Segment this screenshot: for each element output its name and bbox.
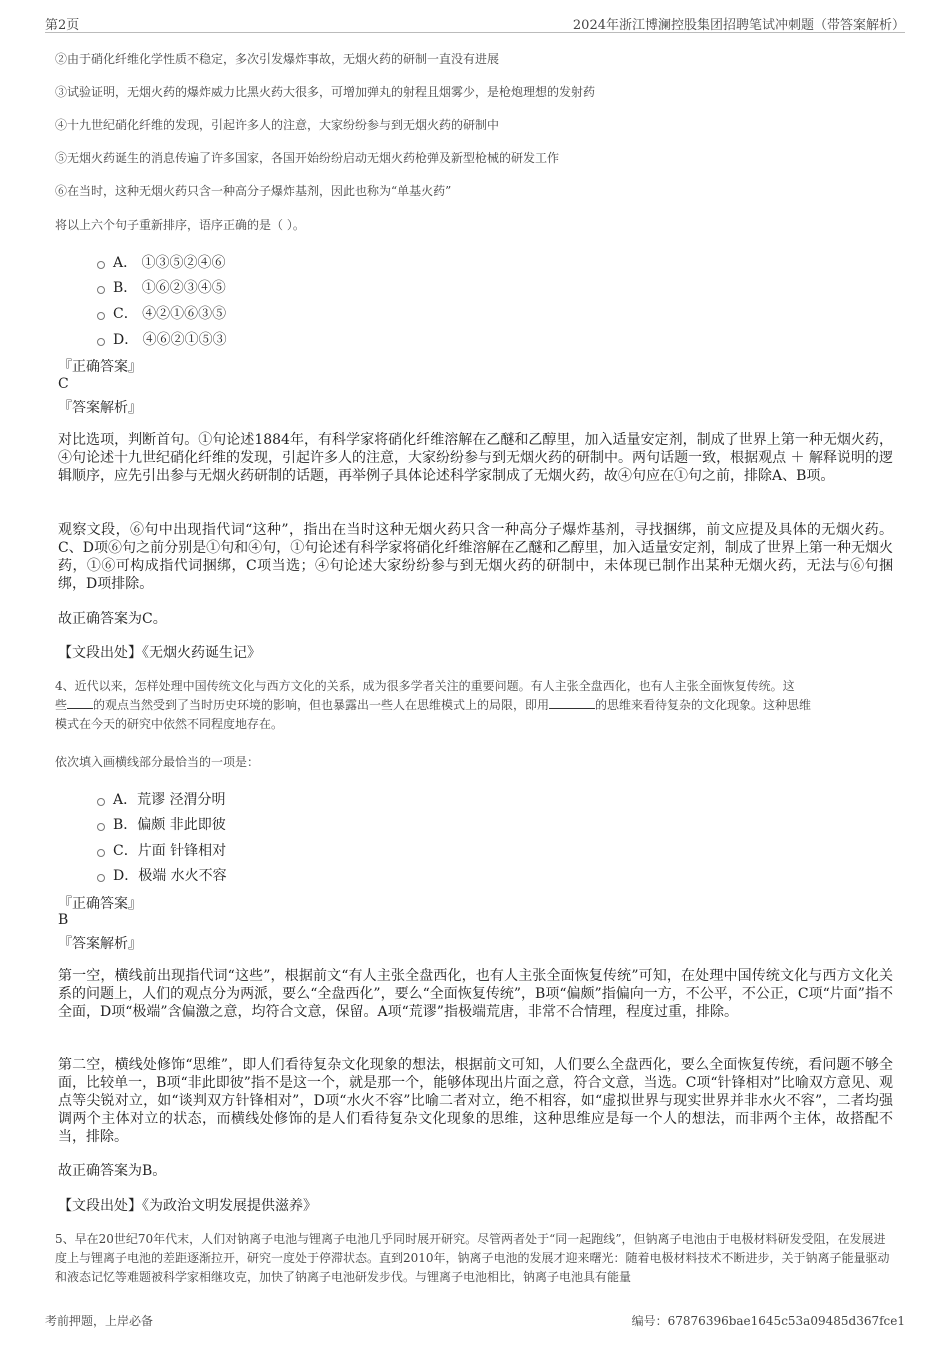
q4-stem-line: 4、近代以来，怎样处理中国传统文化与西方文化的关系，成为很多学者关注的重要问题。有人主张全盘西化，也有人主张全面恢复传统。这 bbox=[55, 679, 795, 693]
page-number: 第2页 bbox=[45, 18, 80, 33]
page-header bbox=[45, 12, 905, 33]
radio-icon[interactable] bbox=[97, 874, 105, 882]
option-label: C．片面 针锋相对 bbox=[113, 843, 227, 859]
q3-analysis-paragraph: 对比选项，判断首句。①句论述1884年，有科学家将硝化纤维溶解在乙醚和乙醇里，加入适量安定剂，制成了世界上第一种无烟火药，④句论述十九世纪硝化纤维的发现，引起许多人的注意，大家纷纷参与到无烟火药的研制中。两句话题一致，根据观点 ＋ 解释说明的逻辑顺序，应先引出参与无烟火药研制的话题，再举例子具体论述科学家制成了无烟火药，故④句应在①句之前，排除A、B项。 bbox=[58, 432, 893, 484]
q4-prompt: 依次填入画横线部分最恰当的一项是： bbox=[55, 755, 260, 769]
q3-sentence: ③试验证明，无烟火药的爆炸威力比黑火药大很多，可增加弹丸的射程且烟雾少，是枪炮理想的发射药 bbox=[55, 85, 596, 99]
q4-analysis-paragraph: 第一空，横线前出现指代词“这些”，根据前文“有人主张全盘西化，也有人主张全面恢复传统”可知，在处理中国传统文化与西方文化关系的问题上，人们的观点分为两派，要么“全盘西化”，要么“全面恢复传统”，B项“偏颇”指偏向一方，不公平，不公正，C项“片面”指不全面，D项“极端”含偏激之意，均符合文意，保留。A项“荒谬”指极端荒唐，非常不合情理，程度过重，排除。 bbox=[58, 968, 893, 1020]
option-label: B． ①⑥②③④⑤ bbox=[113, 280, 226, 296]
q3-analysis-paragraph: 观察文段，⑥句中出现指代词“这种”，指出在当时这种无烟火药只含一种高分子爆炸基剂，寻找捆绑，前文应提及具体的无烟火药。C、D项⑥句之前分别是①句和④句，①句论述有科学家将硝化纤维溶解在乙醚和乙醇里，加入适量安定剂，制成了世界上第一种无烟火药，①⑥可构成指代词捆绑，C项当选；④句论述大家纷纷参与到无烟火药的研制中，未体现已制作出某种无烟火药，无法与⑥句捆绑，D项排除。 bbox=[58, 522, 893, 592]
radio-icon[interactable] bbox=[97, 286, 105, 294]
fill-blank bbox=[67, 698, 93, 709]
fill-blank bbox=[549, 698, 595, 709]
q3-option-c[interactable] bbox=[97, 303, 226, 323]
q4-text: 些 bbox=[55, 698, 68, 712]
q3-analysis-label: 『答案解析』 bbox=[58, 400, 142, 416]
q4-stem bbox=[55, 677, 895, 734]
q4-source: 【文段出处】《为政治文明发展提供滋养》 bbox=[58, 1198, 317, 1214]
radio-icon[interactable] bbox=[97, 261, 105, 269]
q4-option-d[interactable] bbox=[97, 865, 227, 885]
option-label: A． ①③⑤②④⑥ bbox=[113, 255, 226, 271]
radio-icon[interactable] bbox=[97, 798, 105, 806]
q3-answer-label: 『正确答案』 bbox=[58, 359, 142, 375]
q4-stem-line: 模式在今天的研究中依然不同程度地存在。 bbox=[55, 717, 284, 731]
q3-prompt: 将以上六个句子重新排序，语序正确的是（ ）。 bbox=[55, 218, 305, 232]
option-label: D．极端 水火不容 bbox=[113, 868, 227, 884]
option-label: B．偏颇 非此即彼 bbox=[113, 817, 226, 833]
q4-stem-line bbox=[55, 696, 895, 715]
q4-option-b[interactable] bbox=[97, 814, 226, 834]
q4-text: 的观点当然受到了当时历史环境的影响，但也暴露出一些人在思维模式上的局限，即用 bbox=[93, 698, 550, 712]
q4-answer-label: 『正确答案』 bbox=[58, 896, 142, 912]
q3-sentence: ⑥在当时，这种无烟火药只含一种高分子爆炸基剂，因此也称为“单基火药” bbox=[55, 184, 452, 198]
radio-icon[interactable] bbox=[97, 312, 105, 320]
q4-option-a[interactable] bbox=[97, 789, 226, 809]
q3-option-d[interactable] bbox=[97, 329, 227, 349]
q3-conclusion: 故正确答案为C。 bbox=[58, 611, 167, 627]
radio-icon[interactable] bbox=[97, 849, 105, 857]
radio-icon[interactable] bbox=[97, 338, 105, 346]
document-title: 2024年浙江博澜控股集团招聘笔试冲刺题（带答案解析） bbox=[572, 18, 905, 33]
q3-sentence: ⑤无烟火药诞生的消息传遍了许多国家，各国开始纷纷启动无烟火药枪弹及新型枪械的研发工作 bbox=[55, 151, 560, 165]
radio-icon[interactable] bbox=[97, 823, 105, 831]
q4-analysis-label: 『答案解析』 bbox=[58, 936, 142, 952]
q4-option-c[interactable] bbox=[97, 840, 226, 860]
q3-option-a[interactable] bbox=[97, 252, 226, 272]
q4-answer: B bbox=[58, 912, 69, 928]
option-label: A．荒谬 泾渭分明 bbox=[113, 792, 226, 808]
option-label: C． ④②①⑥③⑤ bbox=[113, 306, 227, 322]
q5-stem: 5、早在20世纪70年代末，人们对钠离子电池与锂离子电池几乎同时展开研究。尽管两者处于“同一起跑线”，但钠离子电池由于电极材料研发受阻，在发展进度上与锂离子电池的差距逐渐拉开，研究一度处于停滞状态。直到2010年，钠离子电池的发展才迎来曙光：随着电极材料技术不断进步，关于钠离子能量驱动和液态记忆等难题被科学家相继攻克，加快了钠离子电池研发步伐。与锂离子电池相比，钠离子电池具有能量 bbox=[55, 1232, 890, 1284]
q3-option-b[interactable] bbox=[97, 277, 226, 297]
q4-conclusion: 故正确答案为B。 bbox=[58, 1163, 167, 1179]
q4-analysis-paragraph: 第二空，横线处修饰“思维”，即人们看待复杂文化现象的想法，根据前文可知，人们要么全盘西化，要么全面恢复传统，看问题不够全面，比较单一，B项“非此即彼”指不是这一个，就是那一个，能够体现出片面之意，符合文意，当选。C项“针锋相对”比喻双方意见、观点等尖锐对立，如“谈判双方针锋相对”，D项“水火不容”比喻二者对立，绝不相容，如“虚拟世界与现实世界并非水火不容”，二者均强调两个主体对立的状态，而横线处修饰的是人们看待复杂文化现象的思维，这种思维应是每一个人的想法，而非两个主体，故搭配不当，排除。 bbox=[58, 1057, 893, 1145]
q3-sentence: ②由于硝化纤维化学性质不稳定，多次引发爆炸事故，无烟火药的研制一直没有进展 bbox=[55, 52, 500, 66]
footer-id: 编号：67876396bae1645c53a09485d367fce1 bbox=[631, 1314, 905, 1328]
q3-answer: C bbox=[58, 376, 69, 392]
option-label: D． ④⑥②①⑤③ bbox=[113, 332, 227, 348]
q3-source: 【文段出处】《无烟火药诞生记》 bbox=[58, 645, 261, 661]
footer-slogan: 考前押题，上岸必备 bbox=[45, 1314, 154, 1328]
q4-text: 的思维来看待复杂的文化现象。这种思维 bbox=[595, 698, 812, 712]
q3-sentence: ④十九世纪硝化纤维的发现，引起许多人的注意，大家纷纷参与到无烟火药的研制中 bbox=[55, 118, 500, 132]
